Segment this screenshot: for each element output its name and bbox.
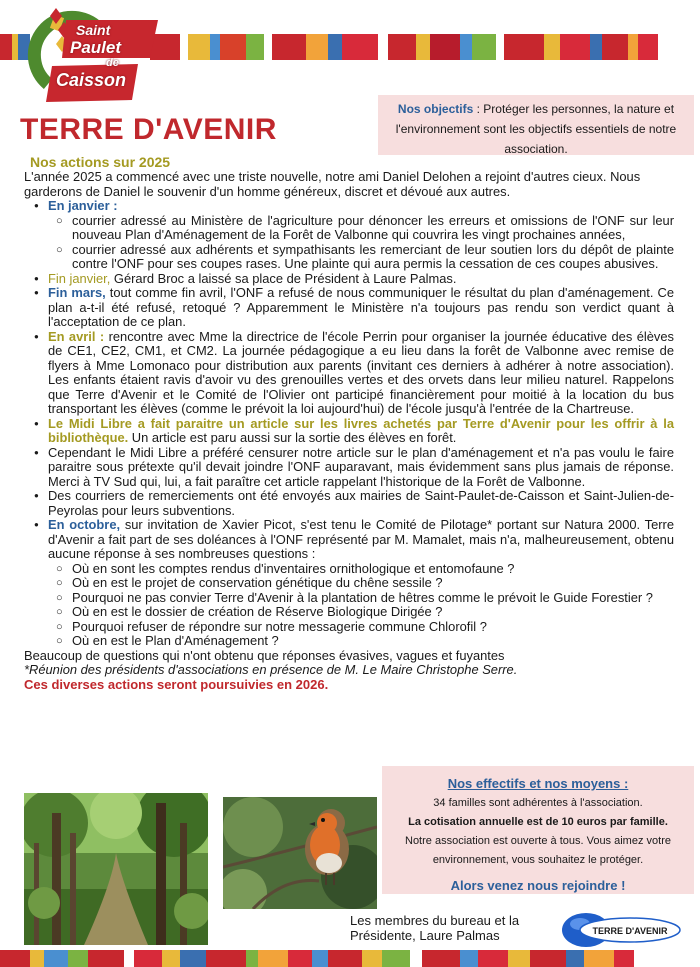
logo-line-saint: Saint (76, 22, 111, 38)
octobre-text: sur invitation de Xavier Picot, s'est tenu le Comité de Pilotage* portant sur Natura 2000. Terre d'Avenir a fait part de ses doléances à l'ONF représenté par M. Mamalet, mais n'a, malheureusement, obtenu aucune réponse à ses nombreuses questions : (48, 517, 675, 561)
terre-davenir-logo-text: TERRE D'AVENIR (592, 926, 668, 936)
objectives-text: : Protéger les personnes, la nature et l'environnement sont les objectifs essentiels de notre association. (395, 102, 677, 156)
question-item: ○ Où en sont les comptes rendus d'inventaires ornithologique et entomofaune ? (56, 562, 674, 577)
page-title: TERRE D'AVENIR (20, 113, 277, 146)
list-item-remerciements: ● Des courriers de remerciements ont été envoyés aux mairies de Saint-Paulet-de-Caisson et Saint-Julien-de-Peyrolas pour leurs subventions. (34, 489, 674, 518)
avril-label: En avril : (48, 328, 105, 344)
bottom-color-stripes (0, 950, 700, 967)
octobre-label: En octobre, (48, 517, 121, 532)
fin-janvier-label: Fin janvier, (48, 270, 111, 286)
janvier-sublist (56, 214, 674, 272)
list-item-avril (34, 330, 674, 417)
cotisation-text: La cotisation annuelle est de 10 euros par famille. (408, 816, 668, 828)
list-item-censure: ● Cependant le Midi Libre a préféré censurer notre article sur le plan d'aménagement et n'a pas voulu le faire paraitre sous prétexte qu'il devait joindre l'ONF auparavant, mais évidemment sans plus jamais de réponse. Merci à TV Sud qui, lui, a fait paraître cet article rappelant l'historique de la Forêt de Valbonne. (34, 446, 674, 490)
families-count-text: 34 familles sont adhérentes à l'association. (433, 797, 643, 809)
conclusion-text: Beaucoup de questions qui n'ont obtenu que réponses évasives, vagues et fuyantes (24, 647, 505, 663)
top-color-stripes (150, 34, 700, 60)
logo-line-paulet: Paulet (70, 38, 122, 57)
actions-intro: L'année 2025 a commencé avec une triste nouvelle, notre ami Daniel Delohen a rejoint d'autres cieux. Nous garderons de Daniel le souvenir d'un homme généreux, discret et dévoué aux autres. (24, 169, 641, 199)
list-item-janvier (34, 199, 674, 272)
janvier-sub-item-1: ○ courrier adressé au Ministère de l'agriculture pour dénoncer les erreurs et omissions de l'ONF sur leur nouveau Plan d'Aménagement de la Forêt de Valbonne qui couvrira les vingt prochaines années, (56, 214, 674, 243)
saint-paulet-logo (26, 6, 166, 104)
effectifs-heading: Nos effectifs et nos moyens : (447, 776, 629, 791)
list-item-fin-mars (34, 286, 674, 330)
midi-libre-text: Un article est paru aussi sur la sortie des élèves en forêt. (128, 430, 457, 445)
ouverture-text: Notre association est ouverte à tous. Vous aimez votre environnement, vous souhaitez le protéger. (405, 835, 671, 866)
forest-photo (24, 793, 208, 945)
question-item: ○ Pourquoi refuser de répondre sur notre messagerie commune Chlorofil ? (56, 620, 674, 635)
fin-janvier-text: Gérard Broc a laissé sa place de Président à Laure Palmas. (110, 270, 457, 286)
continuation-text: Ces diverses actions seront poursuivies en 2026. (24, 676, 329, 692)
questions-list (56, 562, 674, 649)
join-call-text: Alors venez nous rejoindre ! (450, 878, 626, 893)
actions-list (34, 199, 674, 649)
question-item: ○ Pourquoi ne pas convier Terre d'Avenir à la plantation de hêtres comme le prévoit le Guide Forestier ? (56, 591, 674, 606)
fin-mars-label: Fin mars, (48, 285, 106, 300)
question-item: ○ Où en est le Plan d'Aménagement ? (56, 634, 674, 649)
list-item-octobre (34, 518, 674, 649)
janvier-label: En janvier : (48, 198, 118, 213)
logo-line-caisson: Caisson (56, 70, 127, 90)
terre-davenir-logo (558, 910, 682, 950)
avril-text: rencontre avec Mme la directrice de l'école Perrin pour organiser la journée éducative des élèves de CE1, CE2, CM1, et CM2. La journée pédagogique a eu lieu dans la forêt de Valbonne avec remise de flyers à Mme Lomonaco pour distribution aux parents (invitant ces derniers à adhérer à notre association). Les enfants étaient ravis d'avoir vu des grenouilles vertes et des orvets dans leur milieu naturel. Rappelons que Terre d'Avenir et le Comité de l'Olivier ont participé financièrement pour moitié à la location du bus transportant les élèves (comme le prévoit la loi aujourd'hui) de l'école jusqu'à l'entrée de la Chartreuse. (48, 328, 674, 416)
objectives-box (378, 95, 694, 155)
robin-bird-photo (223, 797, 377, 909)
footnote-text: *Réunion des présidents d'associations en présence de M. Le Maire Christophe Serre. (24, 662, 518, 677)
midi-libre-highlight: Le Midi Libre a fait paraitre un article sur les livres achetés par Terre d'Avenir pour les offrir à la bibliothèque. (48, 415, 674, 445)
list-item-midi-libre (34, 417, 674, 446)
question-item: ○ Où en est le projet de conservation génétique du chêne sessile ? (56, 576, 674, 591)
list-item-fin-janvier (34, 272, 674, 287)
effectifs-box (382, 766, 694, 894)
logo-line-de: de (106, 57, 119, 69)
question-item: ○ Où en est le dossier de création de Réserve Biologique Dirigée ? (56, 605, 674, 620)
objectives-label: Nos objectifs (397, 102, 474, 116)
janvier-sub-item-2: ○ courrier adressé aux adhérents et sympathisants les remerciant de leur soutien lors du dépôt de plainte contre l'ONF pour ses coupes rases. Une plainte qui aura permis la cessation de ces coupes abusives. (56, 243, 674, 272)
actions-section (24, 154, 674, 692)
actions-heading: Nos actions sur 2025 (30, 154, 171, 170)
fin-mars-text: tout comme fin avril, l'ONF a refusé de nous communiquer le résultat du plan d'aménagement. Ce plan a-t-il été refusé, retoqué ? Apparemment le Ministère n'a toujours pas rendu son verdict quant à l'acceptation de ce plan. (48, 285, 674, 329)
signature-text: Les membres du bureau et la Présidente, Laure Palmas (350, 913, 520, 943)
